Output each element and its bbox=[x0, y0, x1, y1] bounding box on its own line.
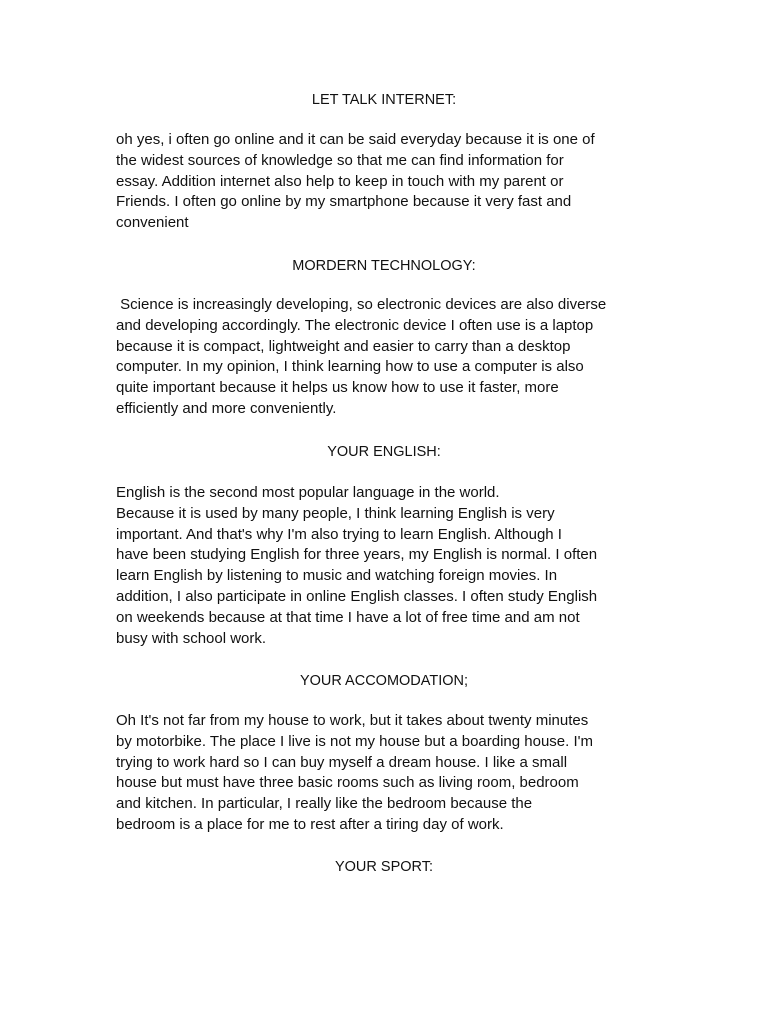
paragraph-line: learn English by listening to music and watching foreign movies. In bbox=[116, 567, 558, 585]
paragraph-line: efficiently and more conveniently. bbox=[116, 399, 337, 417]
paragraph-line: house but must have three basic rooms such as living room, bedroom bbox=[116, 774, 579, 792]
paragraph-line: and kitchen. In particular, I really like the bedroom because the bbox=[116, 795, 533, 813]
paragraph-line: on weekends because at that time I have a lot of free time and am not bbox=[116, 608, 580, 626]
paragraph-line: have been studying English for three years, my English is normal. I often bbox=[116, 546, 598, 564]
section-paragraph-accommodation bbox=[116, 711, 676, 836]
paragraph-line: and developing accordingly. The electronic device I often use is a laptop bbox=[116, 316, 594, 334]
paragraph-line: by motorbike. The place I live is not my house but a boarding house. I'm bbox=[116, 732, 594, 750]
paragraph-line: addition, I also participate in online English classes. I often study English bbox=[116, 587, 598, 605]
paragraph-line: trying to work hard so I can buy myself a dream house. I like a small bbox=[116, 753, 568, 771]
paragraph-line: Because it is used by many people, I think learning English is very bbox=[116, 504, 555, 522]
paragraph-line: English is the second most popular language in the world. bbox=[116, 484, 500, 501]
paragraph-line: Oh It's not far from my house to work, but it takes about twenty minutes bbox=[116, 712, 589, 729]
paragraph-line: quite important because it helps us know how to use it faster, more bbox=[116, 379, 559, 397]
section-paragraph-internet bbox=[116, 130, 676, 234]
section-paragraph-english bbox=[116, 483, 676, 649]
section-heading-english: YOUR ENGLISH: bbox=[327, 444, 441, 460]
paragraph-line: Science is increasingly developing, so electronic devices are also diverse bbox=[116, 296, 607, 313]
section-heading-accommodation: YOUR ACCOMODATION; bbox=[299, 673, 469, 689]
section-paragraph-technology bbox=[116, 295, 676, 420]
section-heading-technology: MORDERN TECHNOLOGY: bbox=[292, 258, 476, 274]
paragraph-line: the widest sources of knowledge so that me can find information for bbox=[116, 151, 564, 169]
section-heading-sport: YOUR SPORT: bbox=[334, 859, 434, 875]
paragraph-line: because it is compact, lightweight and easier to carry than a desktop bbox=[116, 337, 571, 355]
paragraph-line: busy with school work. bbox=[116, 629, 267, 647]
paragraph-line: essay. Addition internet also help to keep in touch with my parent or bbox=[116, 172, 564, 190]
paragraph-line: computer. In my opinion, I think learning how to use a computer is also bbox=[116, 358, 584, 376]
paragraph-line: important. And that's why I'm also trying to learn English. Although I bbox=[116, 525, 562, 543]
paragraph-line: bedroom is a place for me to rest after a tiring day of work. bbox=[116, 815, 504, 833]
paragraph-line: Friends. I often go online by my smartphone because it very fast and bbox=[116, 193, 572, 211]
section-heading-internet: LET TALK INTERNET: bbox=[311, 92, 457, 108]
paragraph-line: oh yes, i often go online and it can be said everyday because it is one of bbox=[116, 131, 595, 148]
paragraph-line: convenient bbox=[116, 214, 189, 232]
